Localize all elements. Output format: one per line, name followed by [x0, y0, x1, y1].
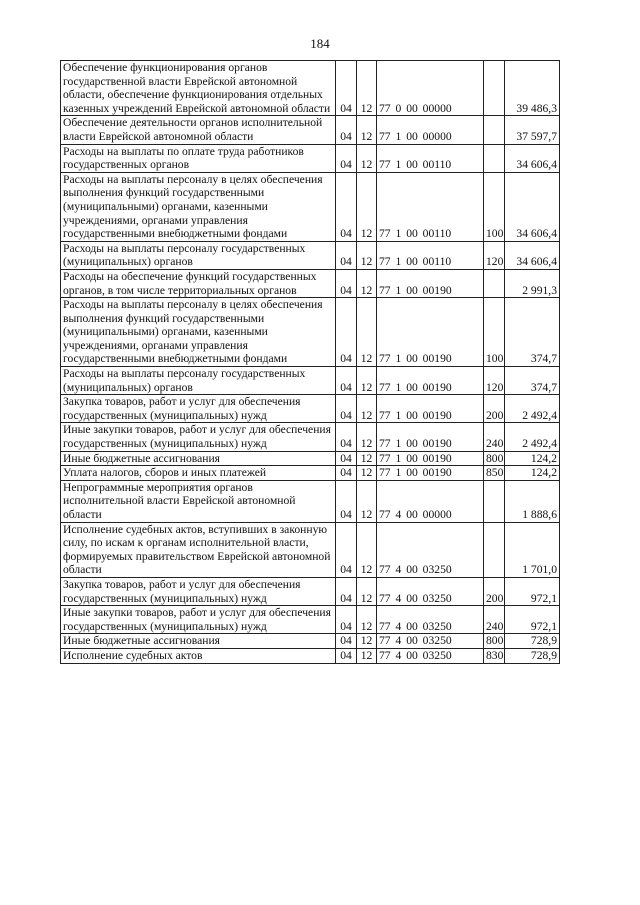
- row-amount: 2 991,3: [505, 269, 560, 297]
- row-amount: 1 888,6: [505, 480, 560, 522]
- table-row: [61, 269, 560, 297]
- row-article: 77 4 00 00000: [377, 480, 484, 522]
- row-subsection: 12: [357, 172, 377, 241]
- page-number: 184: [310, 36, 330, 51]
- row-name: Обеспечение деятельности органов исполнительной власти Еврейской автономной области: [61, 116, 336, 144]
- row-article: 77 1 00 00190: [377, 466, 484, 481]
- row-section: 04: [336, 634, 357, 649]
- table-row: [61, 241, 560, 269]
- row-name: Иные бюджетные ассигнования: [61, 634, 336, 649]
- row-name: Обеспечение функционирования органов государственной власти Еврейской автономной области, обеспечение функционирования отдельных казенных учреждений Еврейской автономной области: [61, 61, 336, 116]
- row-amount: 728,9: [505, 634, 560, 649]
- row-name: Исполнение судебных актов: [61, 648, 336, 663]
- row-expense-type: 240: [484, 423, 505, 451]
- row-amount: 37 597,7: [505, 116, 560, 144]
- row-expense-type: 850: [484, 466, 505, 481]
- row-expense-type: [484, 522, 505, 577]
- row-article: 77 1 00 00190: [377, 298, 484, 367]
- row-article: 77 1 00 00110: [377, 172, 484, 241]
- row-subsection: 12: [357, 269, 377, 297]
- row-section: 04: [336, 367, 357, 395]
- row-amount: 34 606,4: [505, 172, 560, 241]
- row-amount: 972,1: [505, 606, 560, 634]
- table-row: [61, 116, 560, 144]
- row-expense-type: [484, 116, 505, 144]
- table-row: [61, 648, 560, 663]
- table-row: [61, 466, 560, 481]
- row-name: Расходы на выплаты персоналу в целях обеспечения выполнения функций государственными (муниципальными) органами, казенными учреждениями, органами управления государственными внебюджетными фондами: [61, 172, 336, 241]
- row-name: Закупка товаров, работ и услуг для обеспечения государственных (муниципальных) нужд: [61, 395, 336, 423]
- row-section: 04: [336, 298, 357, 367]
- row-subsection: 12: [357, 606, 377, 634]
- row-expense-type: 120: [484, 241, 505, 269]
- row-expense-type: 240: [484, 606, 505, 634]
- row-subsection: 12: [357, 144, 377, 172]
- row-name: Расходы на выплаты персоналу в целях обеспечения выполнения функций государственными (муниципальными) органами, казенными учреждениями, органами управления государственными внебюджетными фондами: [61, 298, 336, 367]
- row-subsection: 12: [357, 367, 377, 395]
- row-subsection: 12: [357, 480, 377, 522]
- row-article: 77 1 00 00000: [377, 116, 484, 144]
- table-row: [61, 634, 560, 649]
- row-subsection: 12: [357, 61, 377, 116]
- table-row: [61, 144, 560, 172]
- row-section: 04: [336, 577, 357, 605]
- table-row: [61, 172, 560, 241]
- row-expense-type: 120: [484, 367, 505, 395]
- row-amount: 39 486,3: [505, 61, 560, 116]
- row-subsection: 12: [357, 634, 377, 649]
- row-expense-type: 200: [484, 395, 505, 423]
- row-article: 77 4 00 03250: [377, 648, 484, 663]
- row-amount: 2 492,4: [505, 423, 560, 451]
- row-subsection: 12: [357, 298, 377, 367]
- row-amount: 1 701,0: [505, 522, 560, 577]
- row-section: 04: [336, 451, 357, 466]
- row-expense-type: [484, 480, 505, 522]
- row-section: 04: [336, 480, 357, 522]
- row-subsection: 12: [357, 116, 377, 144]
- table-row: [61, 480, 560, 522]
- row-subsection: 12: [357, 451, 377, 466]
- row-section: 04: [336, 241, 357, 269]
- table-row: [61, 298, 560, 367]
- row-expense-type: [484, 269, 505, 297]
- row-amount: 2 492,4: [505, 395, 560, 423]
- row-amount: 374,7: [505, 367, 560, 395]
- row-article: 77 1 00 00190: [377, 269, 484, 297]
- row-name: Исполнение судебных актов, вступивших в законную силу, по искам к органам исполнительной власти, формируемых правительством Еврейской автономной области: [61, 522, 336, 577]
- row-section: 04: [336, 606, 357, 634]
- budget-table: [60, 60, 560, 664]
- row-expense-type: 200: [484, 577, 505, 605]
- row-section: 04: [336, 395, 357, 423]
- row-amount: 34 606,4: [505, 241, 560, 269]
- row-expense-type: [484, 61, 505, 116]
- row-article: 77 0 00 00000: [377, 61, 484, 116]
- row-article: 77 1 00 00190: [377, 451, 484, 466]
- table-row: [61, 423, 560, 451]
- row-expense-type: 800: [484, 634, 505, 649]
- row-article: 77 1 00 00190: [377, 423, 484, 451]
- row-expense-type: 800: [484, 451, 505, 466]
- row-subsection: 12: [357, 423, 377, 451]
- row-section: 04: [336, 116, 357, 144]
- budget-table-body: [61, 61, 560, 664]
- row-expense-type: [484, 144, 505, 172]
- row-name: Расходы на обеспечение функций государственных органов, в том числе территориальных органов: [61, 269, 336, 297]
- row-section: 04: [336, 144, 357, 172]
- row-name: Непрограммные мероприятия органов исполнительной власти Еврейской автономной области: [61, 480, 336, 522]
- row-article: 77 4 00 03250: [377, 577, 484, 605]
- row-amount: 728,9: [505, 648, 560, 663]
- row-name: Уплата налогов, сборов и иных платежей: [61, 466, 336, 481]
- row-amount: 124,2: [505, 466, 560, 481]
- row-subsection: 12: [357, 395, 377, 423]
- row-expense-type: 100: [484, 172, 505, 241]
- row-amount: 972,1: [505, 577, 560, 605]
- row-section: 04: [336, 423, 357, 451]
- row-article: 77 1 00 00110: [377, 144, 484, 172]
- row-section: 04: [336, 269, 357, 297]
- row-section: 04: [336, 466, 357, 481]
- row-name: Расходы на выплаты персоналу государственных (муниципальных) органов: [61, 367, 336, 395]
- row-subsection: 12: [357, 466, 377, 481]
- row-article: 77 4 00 03250: [377, 522, 484, 577]
- row-section: 04: [336, 61, 357, 116]
- row-section: 04: [336, 522, 357, 577]
- row-subsection: 12: [357, 577, 377, 605]
- row-name: Иные закупки товаров, работ и услуг для обеспечения государственных (муниципальных) нужд: [61, 423, 336, 451]
- row-name: Иные закупки товаров, работ и услуг для обеспечения государственных (муниципальных) нужд: [61, 606, 336, 634]
- row-name: Расходы на выплаты по оплате труда работников государственных органов: [61, 144, 336, 172]
- row-article: 77 4 00 03250: [377, 634, 484, 649]
- row-section: 04: [336, 648, 357, 663]
- table-row: [61, 522, 560, 577]
- row-article: 77 1 00 00190: [377, 367, 484, 395]
- row-subsection: 12: [357, 522, 377, 577]
- table-row: [61, 451, 560, 466]
- row-expense-type: 830: [484, 648, 505, 663]
- row-amount: 374,7: [505, 298, 560, 367]
- row-name: Расходы на выплаты персоналу государственных (муниципальных) органов: [61, 241, 336, 269]
- table-row: [61, 61, 560, 116]
- row-amount: 124,2: [505, 451, 560, 466]
- row-subsection: 12: [357, 241, 377, 269]
- row-name: Иные бюджетные ассигнования: [61, 451, 336, 466]
- row-section: 04: [336, 172, 357, 241]
- row-article: 77 4 00 03250: [377, 606, 484, 634]
- table-row: [61, 606, 560, 634]
- row-article: 77 1 00 00110: [377, 241, 484, 269]
- row-name: Закупка товаров, работ и услуг для обеспечения государственных (муниципальных) нужд: [61, 577, 336, 605]
- table-row: [61, 395, 560, 423]
- row-amount: 34 606,4: [505, 144, 560, 172]
- row-subsection: 12: [357, 648, 377, 663]
- row-article: 77 1 00 00190: [377, 395, 484, 423]
- row-expense-type: 100: [484, 298, 505, 367]
- table-row: [61, 577, 560, 605]
- table-row: [61, 367, 560, 395]
